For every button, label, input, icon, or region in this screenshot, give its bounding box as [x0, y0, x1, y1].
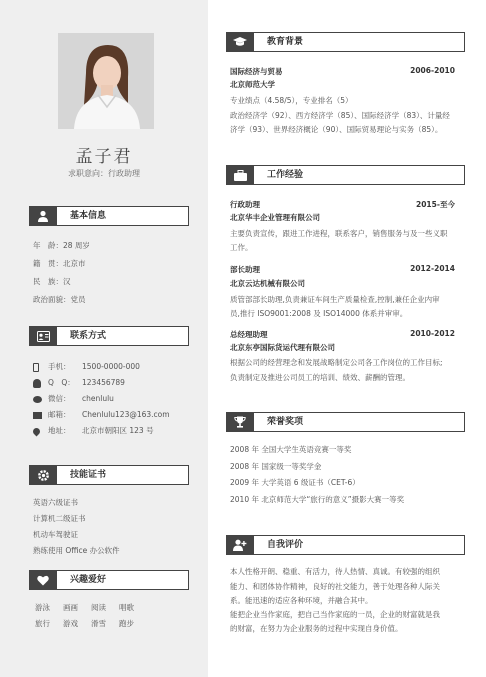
section-header-contact — [29, 326, 189, 346]
job-desc: 负责制定及推进公司员工的培训、绩效、薪酬的管理。 — [230, 373, 410, 382]
info-row: 政治面貌：党员 — [33, 295, 86, 304]
job-company: 北京云达机械有限公司 — [230, 279, 305, 288]
profile-name: 孟子君 — [75, 147, 133, 167]
contact-row: 手机： 1500-0000-000 — [33, 361, 140, 372]
section-title: 自我评价 — [267, 540, 304, 550]
job-company: 北京华丰企业管理有限公司 — [230, 213, 320, 222]
job-desc: 质管部部长助理,负责兼证车间生产质量检查,控制,兼任企业内审 — [230, 295, 440, 304]
info-row: 民 族：汉 — [33, 277, 71, 286]
edu-major: 国际经济与贸易 — [230, 67, 283, 76]
qq-icon — [33, 379, 41, 388]
evaluation-line: 本人性格开朗、稳重、有活力，待人热情、真诚。有较强的组织 — [230, 567, 440, 576]
hobby-row — [35, 618, 147, 629]
location-icon — [32, 426, 42, 436]
hobby-item: 阅读 — [91, 603, 106, 612]
hobby-item: 画画 — [63, 603, 78, 612]
contact-row: 邮箱： Chenlulu123@163.com — [33, 409, 170, 420]
section-header-basic — [29, 206, 189, 226]
skill-item: 计算机二级证书 — [33, 514, 86, 523]
hobby-item: 滑雪 — [91, 619, 106, 628]
section-header-hobbies — [29, 570, 189, 590]
section-title: 荣誉奖项 — [267, 417, 304, 427]
job-position: 总经理助理 — [230, 330, 268, 339]
job-position: 部长助理 — [230, 265, 260, 274]
phone-icon — [33, 363, 39, 372]
job-desc: 主要负责宣传，跟进工作进程，联系客户，销售服务与及一些义职 — [230, 229, 448, 238]
evaluation-line: 能把企业当作家庭，把自己当作家庭的一员，企业的财富就是我 — [230, 610, 440, 619]
job-period: 2010-2012 — [410, 329, 455, 338]
skill-item: 英语六级证书 — [33, 498, 78, 507]
person-icon — [29, 206, 57, 226]
contact-card-icon — [29, 326, 57, 346]
trophy-icon — [226, 412, 254, 432]
edu-period: 2006-2010 — [410, 66, 455, 75]
section-title: 技能证书 — [70, 470, 107, 480]
honor-item: 2009 年 大学英语 6 级证书（CET-6） — [230, 478, 360, 487]
profile-photo — [58, 33, 154, 129]
hobby-row — [35, 602, 147, 613]
gear-icon — [29, 465, 57, 485]
edu-school: 北京师范大学 — [230, 80, 275, 89]
section-title: 联系方式 — [70, 331, 107, 341]
main-content — [208, 0, 486, 677]
job-company: 北京东亭国际货运代理有限公司 — [230, 343, 335, 352]
hobby-item: 游泳 — [35, 603, 50, 612]
info-row: 籍 贯：北京市 — [33, 259, 86, 268]
contact-row: 地址： 北京市朝阳区 123 号 — [33, 425, 154, 436]
section-header-evaluation — [226, 535, 465, 555]
job-desc: 根据公司的经营理念和发展战略制定公司各工作岗位的工作目标; — [230, 358, 443, 367]
job-position: 行政助理 — [230, 200, 260, 209]
skill-item: 熟练使用 Office 办公软件 — [33, 546, 120, 555]
hobby-item: 旅行 — [35, 619, 50, 628]
hobby-item: 唱歌 — [119, 603, 134, 612]
honor-item: 2010 年 北京师范大学“旅行的意义”摄影大赛一等奖 — [230, 495, 405, 504]
section-header-honors — [226, 412, 465, 432]
section-title: 兴趣爱好 — [70, 575, 107, 585]
job-intent: 求职意向：行政助理 — [68, 169, 140, 178]
job-desc: 工作。 — [230, 243, 253, 252]
hobby-item: 游戏 — [63, 619, 78, 628]
evaluation-line: 能力、和团体协作精神，良好的社交能力，善于处理各种人际关 — [230, 582, 440, 591]
honor-item: 2008 年 国家级一等奖学金 — [230, 462, 322, 471]
evaluation-line: 的财富，在努力为企业服务的过程中实现自身价值。 — [230, 624, 403, 633]
edu-line: 济学（93）、世界经济概论（90）、国际贸易理论与实务（85）。 — [230, 125, 443, 134]
job-period: 2012-2014 — [410, 264, 455, 273]
info-row: 年 龄：28 周岁 — [33, 241, 90, 250]
section-header-work — [226, 165, 465, 185]
job-period: 2015-至今 — [416, 200, 455, 209]
honor-item: 2008 年 全国大学生英语竞赛一等奖 — [230, 445, 352, 454]
add-user-icon — [226, 535, 254, 555]
hobby-item: 跑步 — [119, 619, 134, 628]
edu-line: 专业绩点（4.58/5），专业排名（5） — [230, 96, 353, 105]
section-header-skills — [29, 465, 189, 485]
edu-line: 政治经济学（92）、西方经济学（85）、国际经济学（83）、计量经 — [230, 111, 450, 120]
contact-row: 微信： chenlulu — [33, 393, 114, 404]
skill-item: 机动车驾驶证 — [33, 530, 78, 539]
section-title: 基本信息 — [70, 211, 107, 221]
contact-row: Q Q： 123456789 — [33, 377, 125, 388]
evaluation-line: 系。能迅速的适应各种环境，并融合其中。 — [230, 596, 373, 605]
briefcase-icon — [226, 165, 254, 185]
job-desc: 员,推行 ISO9001:2008 及 ISO14000 体系并审审。 — [230, 309, 408, 318]
section-header-education — [226, 32, 465, 52]
graduation-cap-icon — [226, 32, 254, 52]
mail-icon — [33, 412, 42, 419]
section-title: 教育背景 — [267, 37, 304, 47]
heart-icon — [29, 570, 57, 590]
wechat-icon — [33, 396, 42, 403]
section-title: 工作经验 — [267, 170, 304, 180]
sidebar — [0, 0, 208, 677]
